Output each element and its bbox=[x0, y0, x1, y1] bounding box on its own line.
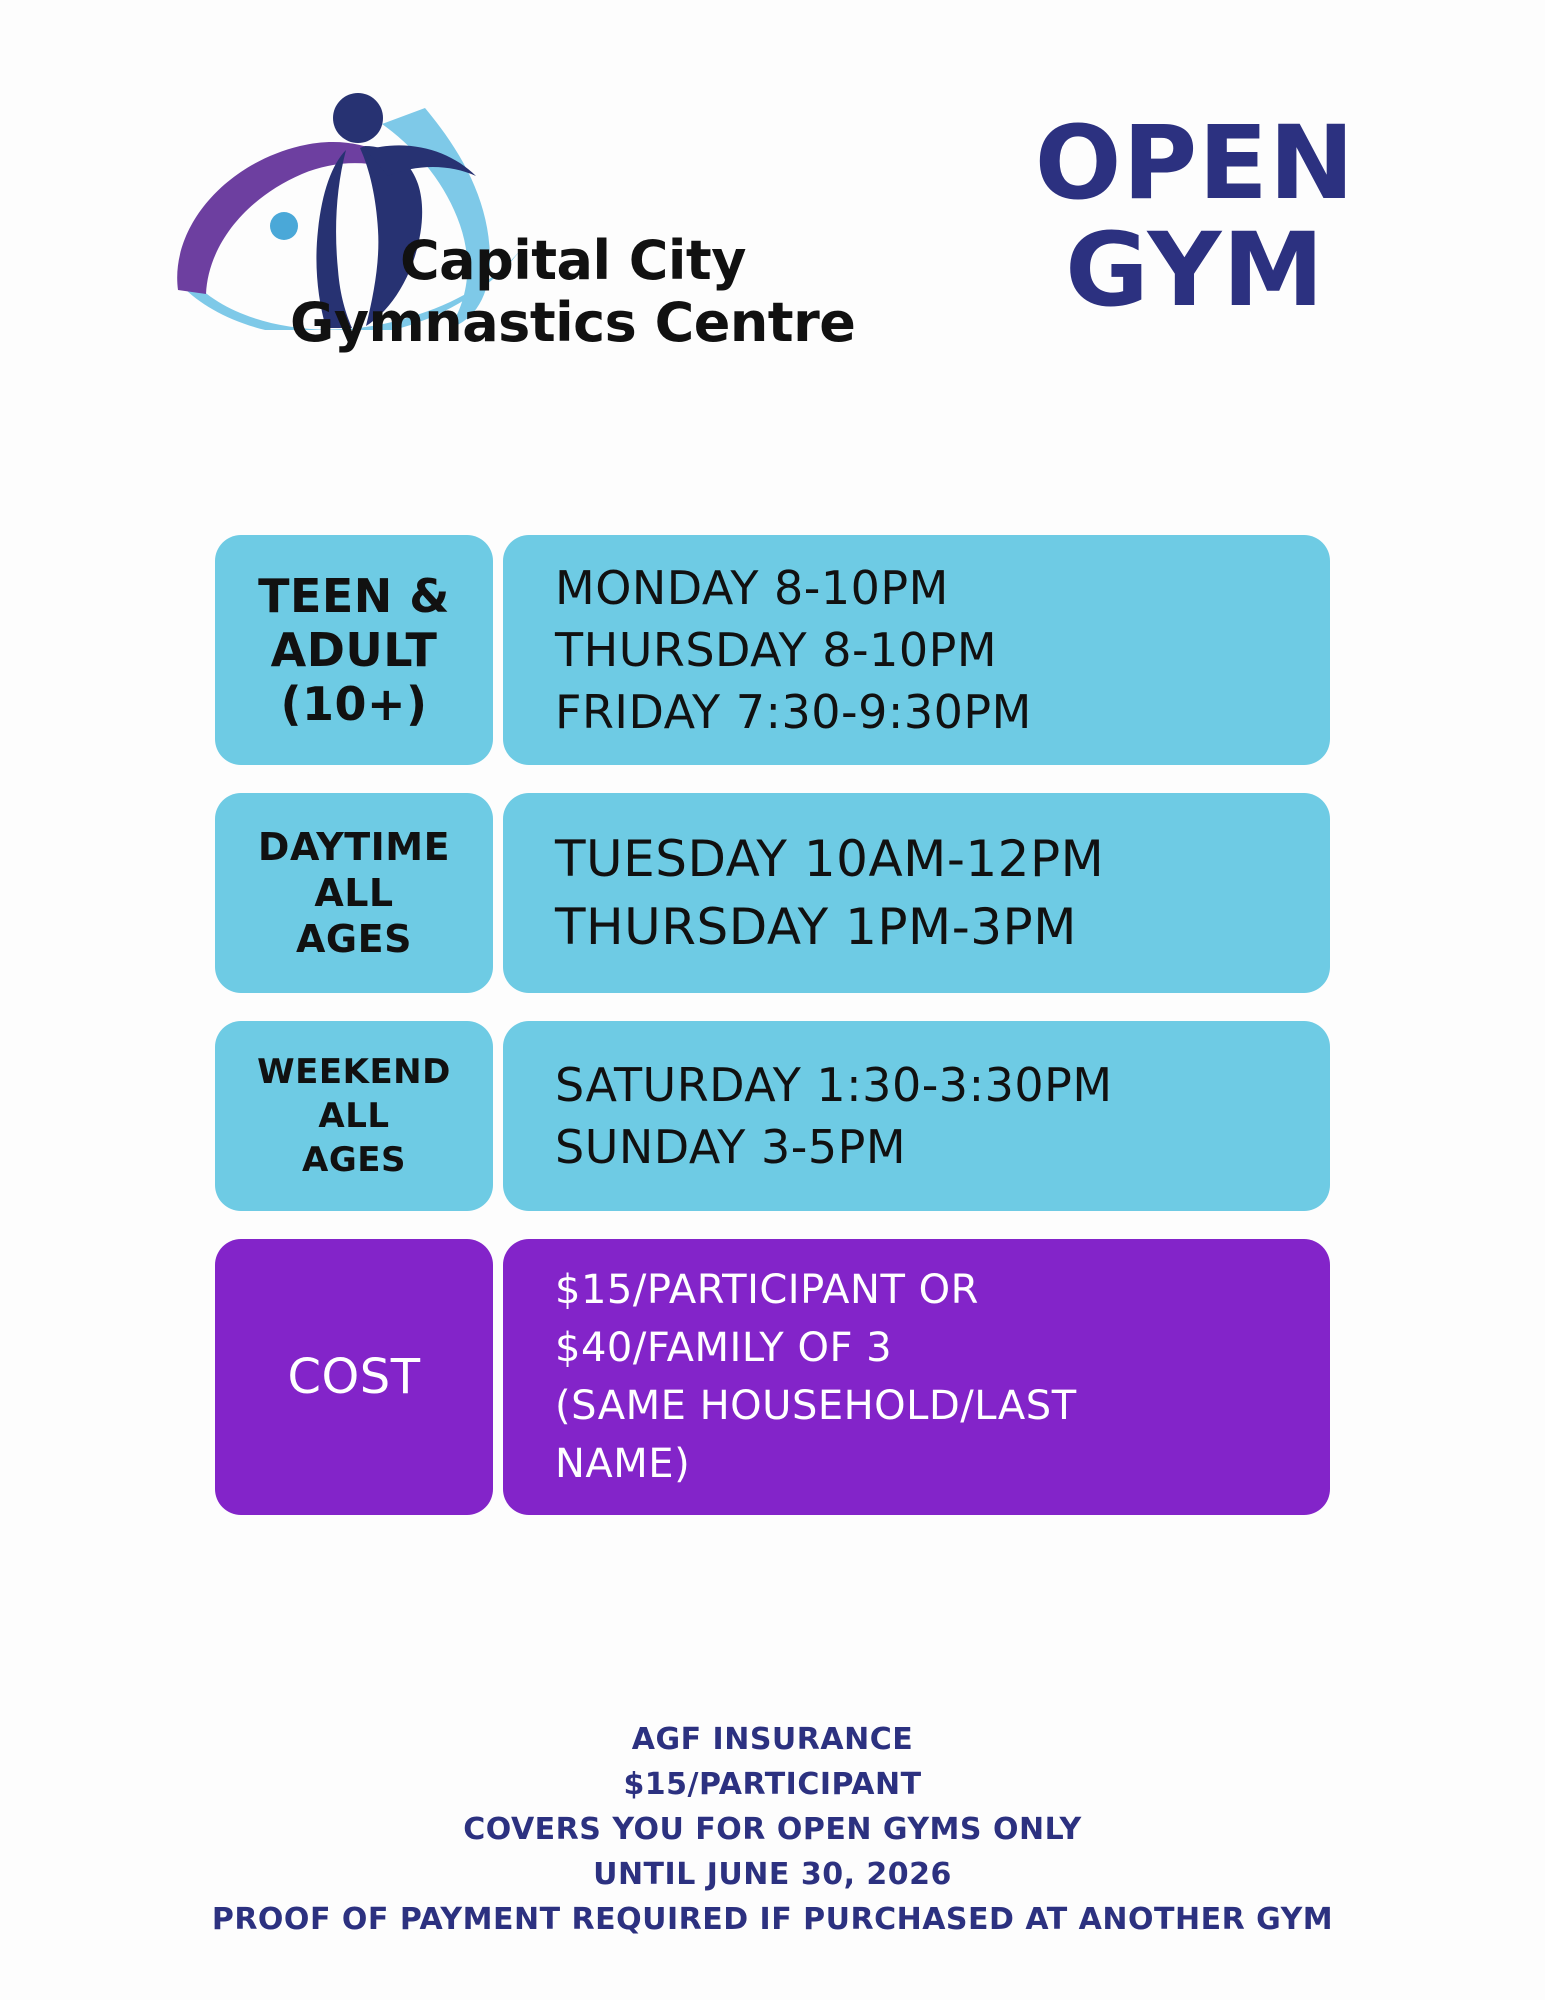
footer-line: $15/PARTICIPANT bbox=[623, 1767, 922, 1802]
poster-footer bbox=[0, 1717, 1545, 1942]
footer-line: COVERS YOU FOR OPEN GYMS ONLY bbox=[463, 1812, 1082, 1847]
schedule-row-weekend bbox=[0, 1021, 1545, 1211]
row-label-line: TEEN & bbox=[258, 569, 450, 623]
row-label-line: ALL bbox=[318, 1096, 390, 1136]
row-label-line: AGES bbox=[302, 1140, 406, 1180]
row-label-line: ADULT bbox=[270, 623, 438, 677]
row-label-cost bbox=[215, 1239, 493, 1515]
schedule-time: THURSDAY 8-10PM bbox=[555, 623, 998, 677]
row-times-daytime bbox=[503, 793, 1330, 993]
row-label-line: DAYTIME bbox=[257, 825, 451, 869]
schedule-row-cost bbox=[0, 1239, 1545, 1515]
brand-line-1: Capital City bbox=[400, 229, 746, 292]
footer-line: PROOF OF PAYMENT REQUIRED IF PURCHASED AT ANOTHER GYM bbox=[211, 1902, 1334, 1937]
poster-header bbox=[0, 70, 1545, 390]
row-values-cost bbox=[503, 1239, 1330, 1515]
schedule-time: FRIDAY 7:30-9:30PM bbox=[555, 685, 1032, 739]
row-label-teen-adult bbox=[215, 535, 493, 765]
page-title bbox=[965, 104, 1425, 331]
schedule-time: MONDAY 8-10PM bbox=[555, 561, 949, 615]
cost-line: NAME) bbox=[555, 1441, 691, 1487]
footer-line: AGF INSURANCE bbox=[631, 1722, 914, 1757]
cost-line: (SAME HOUSEHOLD/LAST bbox=[555, 1383, 1077, 1429]
schedule-time: SATURDAY 1:30-3:30PM bbox=[555, 1058, 1113, 1112]
row-label-line: WEEKEND bbox=[257, 1052, 451, 1092]
row-label-line: ALL bbox=[314, 871, 394, 915]
page-title-line-2: GYM bbox=[1065, 211, 1325, 331]
schedule-time: TUESDAY 10AM-12PM bbox=[555, 830, 1105, 888]
row-times-weekend bbox=[503, 1021, 1330, 1211]
schedule-table bbox=[0, 535, 1545, 1543]
row-times-teen-adult bbox=[503, 535, 1330, 765]
page-title-line-1: OPEN bbox=[1034, 104, 1356, 223]
brand-line-2: Gymnastics Centre bbox=[290, 291, 856, 354]
footer-line: UNTIL JUNE 30, 2026 bbox=[593, 1857, 952, 1892]
brand-wordmark bbox=[290, 229, 920, 354]
cost-line: $15/PARTICIPANT OR bbox=[555, 1267, 979, 1313]
brand-logo bbox=[160, 80, 920, 380]
row-label-line: (10+) bbox=[280, 677, 428, 731]
row-label-weekend bbox=[215, 1021, 493, 1211]
row-label-line: AGES bbox=[296, 917, 412, 961]
schedule-row-teen-adult bbox=[0, 535, 1545, 765]
schedule-row-daytime bbox=[0, 793, 1545, 993]
row-label-daytime bbox=[215, 793, 493, 993]
row-label-line: COST bbox=[287, 1349, 421, 1405]
schedule-time: THURSDAY 1PM-3PM bbox=[555, 898, 1077, 956]
cost-line: $40/FAMILY OF 3 bbox=[555, 1325, 893, 1371]
schedule-time: SUNDAY 3-5PM bbox=[555, 1120, 907, 1174]
